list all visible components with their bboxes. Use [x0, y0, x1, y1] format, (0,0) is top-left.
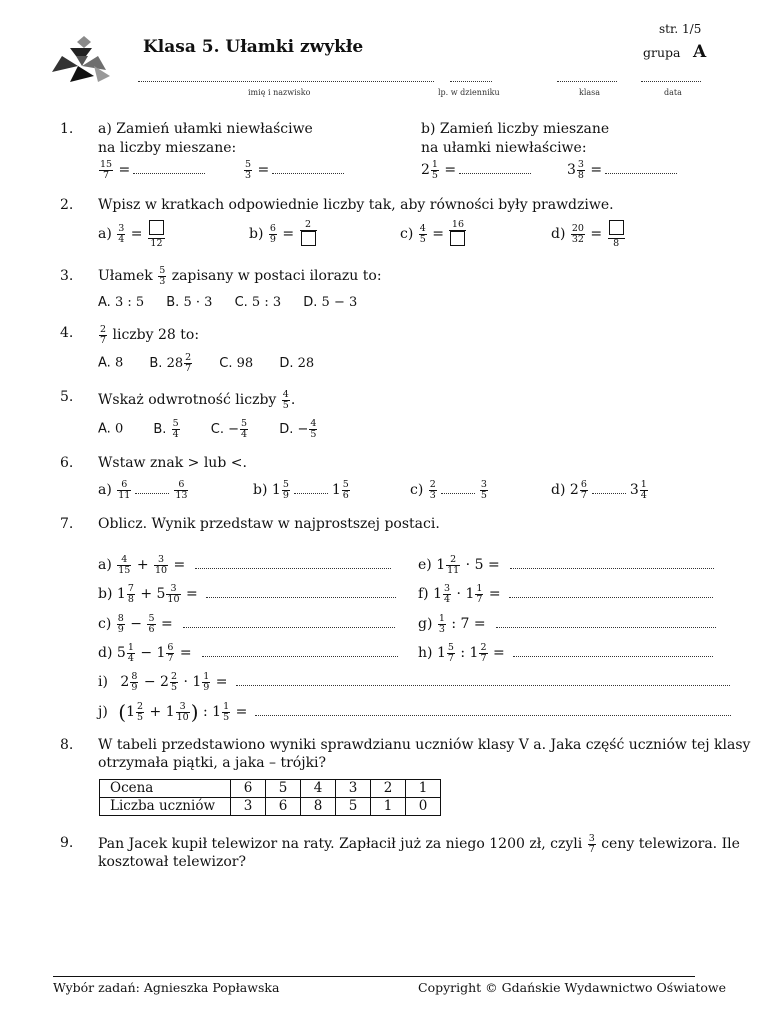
- sign-blank[interactable]: [441, 492, 475, 494]
- task-1b-line-2: na ułamki niewłaściwe:: [421, 140, 587, 156]
- table-cell: 6: [266, 798, 301, 816]
- task-7c: c) $\frac{8}{9}$ − $\frac{5}{6}$ =: [98, 614, 395, 634]
- fraction: $\frac{1}{9}$: [203, 671, 210, 693]
- class-field[interactable]: [557, 80, 617, 82]
- fraction-with-box: 16: [449, 220, 466, 248]
- fraction: $\frac{5}{4}$: [241, 418, 248, 440]
- task-7d: d) 5 $\frac{1}{4}$ − 1 $\frac{6}{7}$ =: [98, 643, 398, 663]
- task-3-options: [98, 295, 357, 310]
- fraction: $\frac{8}{9}$: [117, 613, 124, 635]
- task-8-number: 8.: [60, 737, 74, 753]
- task-7a: a) $\frac{4}{15}$ + $\frac{3}{10}$ =: [98, 555, 391, 575]
- task-9-number: 9.: [60, 835, 74, 851]
- task-6c: c) $\frac{2}{3}$ $\frac{3}{5}$: [410, 479, 487, 501]
- task-7h: h) 1 $\frac{5}{7}$ : 1 $\frac{2}{7}$ =: [418, 643, 713, 663]
- sign-blank[interactable]: [294, 492, 328, 494]
- task-1b-item-2: 3 $\frac{3}{8}$ =: [567, 160, 677, 180]
- option-b[interactable]: B. 5 · 3: [166, 295, 213, 310]
- task-6-number: 6.: [60, 455, 74, 471]
- task-6b: b) 1 $\frac{5}{9}$ 1 $\frac{5}{6}$: [253, 479, 349, 501]
- task-3-number: 3.: [60, 268, 74, 284]
- option-a[interactable]: A. 8: [98, 355, 124, 371]
- task-1b-item-1: 2 $\frac{1}{5}$ =: [421, 160, 531, 180]
- task-4-instruction: $\frac{2}{7}$ liczby 28 to:: [100, 324, 200, 346]
- fraction: $\frac{5}{6}$: [342, 479, 349, 501]
- group-label: [643, 42, 706, 62]
- task-4-number: 4.: [60, 325, 74, 341]
- task-1a-item-2: $\frac{5}{3}$ =: [243, 160, 344, 180]
- group-word: grupa: [643, 45, 681, 60]
- answer-line[interactable]: [236, 684, 730, 686]
- task-6d: d) 2 $\frac{6}{7}$ 3 $\frac{1}{4}$: [551, 479, 647, 501]
- answer-line[interactable]: [496, 626, 716, 628]
- name-field-label: imię i nazwisko: [248, 88, 311, 97]
- fraction: $\frac{7}{8}$: [127, 583, 134, 605]
- task-7e: e) 1 $\frac{2}{11}$ · 5 =: [418, 555, 714, 575]
- grades-table: [99, 779, 441, 816]
- answer-line[interactable]: [459, 172, 531, 174]
- page-number: str. 1/5: [659, 22, 702, 36]
- table-cell: 1: [406, 780, 441, 798]
- fraction: $\frac{2}{7}$: [100, 324, 107, 346]
- fraction: $\frac{8}{9}$: [131, 671, 138, 693]
- fraction: $\frac{5}{3}$: [159, 265, 166, 287]
- task-9-line-1: Pan Jacek kupił telewizor na raty. Zapłacił już za niego 1200 zł, czyli $\frac{3}{7}$ ceny telewizora. Ile: [98, 833, 740, 855]
- task-1-number: 1.: [60, 121, 74, 137]
- fraction: $\frac{3}{10}$: [167, 583, 180, 605]
- answer-line[interactable]: [202, 655, 398, 657]
- table-row-header: Liczba uczniów: [100, 798, 231, 816]
- fraction: $\frac{6}{7}$: [580, 479, 587, 501]
- footer-copyright: Copyright © Gdańskie Wydawnictwo Oświatowe: [418, 980, 727, 995]
- task-7b: b) 1 $\frac{7}{8}$ + 5 $\frac{3}{10}$ =: [98, 584, 396, 604]
- option-d[interactable]: D. − $\frac{4}{5}$: [279, 418, 317, 440]
- option-c[interactable]: C. 5 : 3: [234, 295, 282, 310]
- fraction-with-box: 12: [148, 220, 165, 248]
- fraction: $\frac{5}{6}$: [148, 613, 155, 635]
- task-8-line-1: W tabeli przedstawiono wyniki sprawdzianu uczniów klasy V a. Jaka część uczniów tej klasy: [98, 737, 751, 753]
- table-row-header: Ocena: [100, 780, 231, 798]
- fraction: $\frac{2}{3}$: [429, 479, 436, 501]
- fraction: $\frac{4}{5}$: [419, 223, 426, 245]
- answer-line[interactable]: [206, 596, 396, 598]
- task-1a-line-1: a) Zamień ułamki niewłaściwe: [98, 121, 313, 137]
- fraction: $\frac{3}{7}$: [588, 833, 595, 855]
- name-field[interactable]: [138, 80, 434, 82]
- date-field[interactable]: [641, 80, 701, 82]
- option-d[interactable]: D. 28: [279, 355, 315, 371]
- answer-line[interactable]: [195, 567, 391, 569]
- fraction: $\frac{5}{4}$: [172, 418, 179, 440]
- fraction: $\frac{5}{9}$: [282, 479, 289, 501]
- task-1a-line-2: na liczby mieszane:: [98, 140, 237, 156]
- task-8-line-2: otrzymała piątki, a jaka – trójki?: [98, 755, 327, 771]
- tangram-logo-icon: [48, 34, 114, 86]
- fraction: $\frac{3}{4}$: [118, 223, 125, 245]
- table-cell: 6: [231, 780, 266, 798]
- number-field[interactable]: [450, 80, 492, 82]
- answer-line[interactable]: [509, 596, 713, 598]
- fraction: $\frac{2}{7}$: [480, 642, 487, 664]
- table-cell: 4: [301, 780, 336, 798]
- task-5-number: 5.: [60, 389, 74, 405]
- task-2-number: 2.: [60, 197, 74, 213]
- task-4-options: [98, 353, 314, 373]
- table-cell: 3: [336, 780, 371, 798]
- fraction: $\frac{20}{32}$: [571, 223, 584, 245]
- option-c[interactable]: C. 98: [219, 355, 254, 371]
- task-8-instruction: [98, 737, 750, 771]
- fraction: $\frac{3}{8}$: [577, 159, 584, 181]
- task-2d: d) $\frac{20}{32}$ = 8: [551, 220, 626, 248]
- answer-line[interactable]: [183, 626, 395, 628]
- answer-box[interactable]: [450, 231, 465, 246]
- answer-box[interactable]: [609, 220, 624, 235]
- fraction-with-box: 2: [300, 220, 317, 248]
- task-1a-instruction: [98, 121, 313, 156]
- fraction: $\frac{6}{13}$: [175, 479, 188, 501]
- fraction: $\frac{4}{5}$: [282, 389, 289, 411]
- sign-blank[interactable]: [135, 492, 169, 494]
- task-6a: a) $\frac{6}{11}$ $\frac{6}{13}$: [98, 479, 188, 501]
- table-cell: 3: [231, 798, 266, 816]
- fraction: $\frac{1}{5}$: [223, 700, 230, 723]
- fraction: $\frac{5}{7}$: [447, 642, 454, 664]
- answer-line[interactable]: [255, 714, 731, 716]
- fraction: $\frac{6}{11}$: [118, 479, 131, 501]
- fraction: $\frac{1}{4}$: [127, 642, 134, 664]
- answer-line[interactable]: [272, 172, 344, 174]
- table-cell: 0: [406, 798, 441, 816]
- fraction: $\frac{3}{10}$: [155, 554, 168, 576]
- fraction: $\frac{6}{9}$: [269, 223, 276, 245]
- table-cell: 8: [301, 798, 336, 816]
- table-cell: 5: [336, 798, 371, 816]
- page-title: Klasa 5. Ułamki zwykłe: [143, 37, 364, 57]
- option-b[interactable]: B. $\frac{5}{4}$: [153, 418, 179, 440]
- table-cell: 2: [371, 780, 406, 798]
- table-cell: 1: [371, 798, 406, 816]
- task-3-instruction: Ułamek $\frac{5}{3}$ zapisany w postaci ilorazu to:: [98, 265, 382, 287]
- task-5-options: [98, 419, 318, 439]
- fraction-with-box: 8: [608, 220, 625, 248]
- task-7g: g) $\frac{1}{3}$ : 7 =: [418, 614, 716, 634]
- table-row: [100, 798, 441, 816]
- task-7i: i) 2 $\frac{8}{9}$ − 2 $\frac{2}{5}$ · 1 $\frac{1}{9}$ =: [98, 672, 730, 692]
- fraction: $\frac{2}{7}$: [185, 352, 192, 374]
- answer-line[interactable]: [133, 172, 205, 174]
- fraction: $\frac{2}{11}$: [447, 554, 460, 576]
- answer-box[interactable]: [149, 220, 164, 235]
- fraction: $\frac{2}{5}$: [170, 671, 177, 693]
- task-2b: b) $\frac{6}{9}$ = 2: [249, 220, 318, 248]
- fraction: $\frac{3}{4}$: [444, 583, 451, 605]
- task-7-instruction: Oblicz. Wynik przedstaw w najprostszej postaci.: [98, 516, 440, 532]
- fraction: $\frac{2}{5}$: [137, 700, 144, 723]
- task-1b-line-1: b) Zamień liczby mieszane: [421, 121, 610, 137]
- answer-line[interactable]: [510, 567, 714, 569]
- option-b[interactable]: B. 28 $\frac{2}{7}$: [149, 352, 192, 374]
- fraction: $\frac{1}{7}$: [476, 583, 483, 605]
- fraction: $\frac{5}{3}$: [245, 159, 252, 181]
- table-row: [100, 780, 441, 798]
- task-2-instruction: Wpisz w kratkach odpowiednie liczby tak, aby równości były prawdziwe.: [98, 197, 614, 213]
- task-5-instruction: Wskaż odwrotność liczby $\frac{4}{5}$ .: [98, 389, 296, 411]
- fraction: $\frac{1}{5}$: [431, 159, 438, 181]
- answer-line[interactable]: [513, 655, 713, 657]
- answer-box[interactable]: [301, 231, 316, 246]
- fraction: $\frac{4}{5}$: [310, 418, 317, 440]
- answer-line[interactable]: [605, 172, 677, 174]
- fraction: $\frac{1}{4}$: [640, 479, 647, 501]
- task-2c: c) $\frac{4}{5}$ = 16: [400, 220, 467, 248]
- task-6-instruction: Wstaw znak > lub <.: [98, 455, 247, 471]
- footer-divider: [53, 976, 695, 977]
- task-7-number: 7.: [60, 516, 74, 532]
- fraction: $\frac{1}{3}$: [438, 613, 445, 635]
- date-field-label: data: [664, 88, 682, 97]
- group-letter: A: [692, 42, 707, 62]
- task-7f: f) 1 $\frac{3}{4}$ · 1 $\frac{1}{7}$ =: [418, 584, 713, 604]
- option-a[interactable]: A. 3 : 5: [98, 295, 145, 310]
- task-1b-instruction: [421, 121, 609, 156]
- option-d[interactable]: D. 5 − 3: [303, 295, 358, 310]
- footer-author: Wybór zadań: Agnieszka Popławska: [53, 980, 280, 995]
- fraction: $\frac{4}{15}$: [118, 554, 131, 576]
- task-9-instruction: [98, 834, 740, 870]
- class-field-label: klasa: [579, 88, 601, 97]
- sign-blank[interactable]: [592, 492, 626, 494]
- fraction: $\frac{3}{10}$: [176, 700, 189, 723]
- option-c[interactable]: C. − $\frac{5}{4}$: [210, 418, 248, 440]
- task-2a: a) $\frac{3}{4}$ = 12: [98, 220, 166, 248]
- task-7j: j) (1 $\frac{2}{5}$ + 1 $\frac{3}{10}$ ) : 1 $\frac{1}{5}$ =: [98, 700, 731, 724]
- fraction: $\frac{3}{5}$: [480, 479, 487, 501]
- number-field-label: lp. w dzienniku: [438, 88, 500, 97]
- fraction: $\frac{6}{7}$: [167, 642, 174, 664]
- task-1a-item-1: $\frac{15}{7}$ =: [98, 160, 205, 180]
- fraction: $\frac{15}{7}$: [100, 159, 113, 181]
- task-9-line-2: kosztował telewizor?: [98, 854, 246, 871]
- table-cell: 5: [266, 780, 301, 798]
- option-a[interactable]: A. 0: [98, 421, 124, 437]
